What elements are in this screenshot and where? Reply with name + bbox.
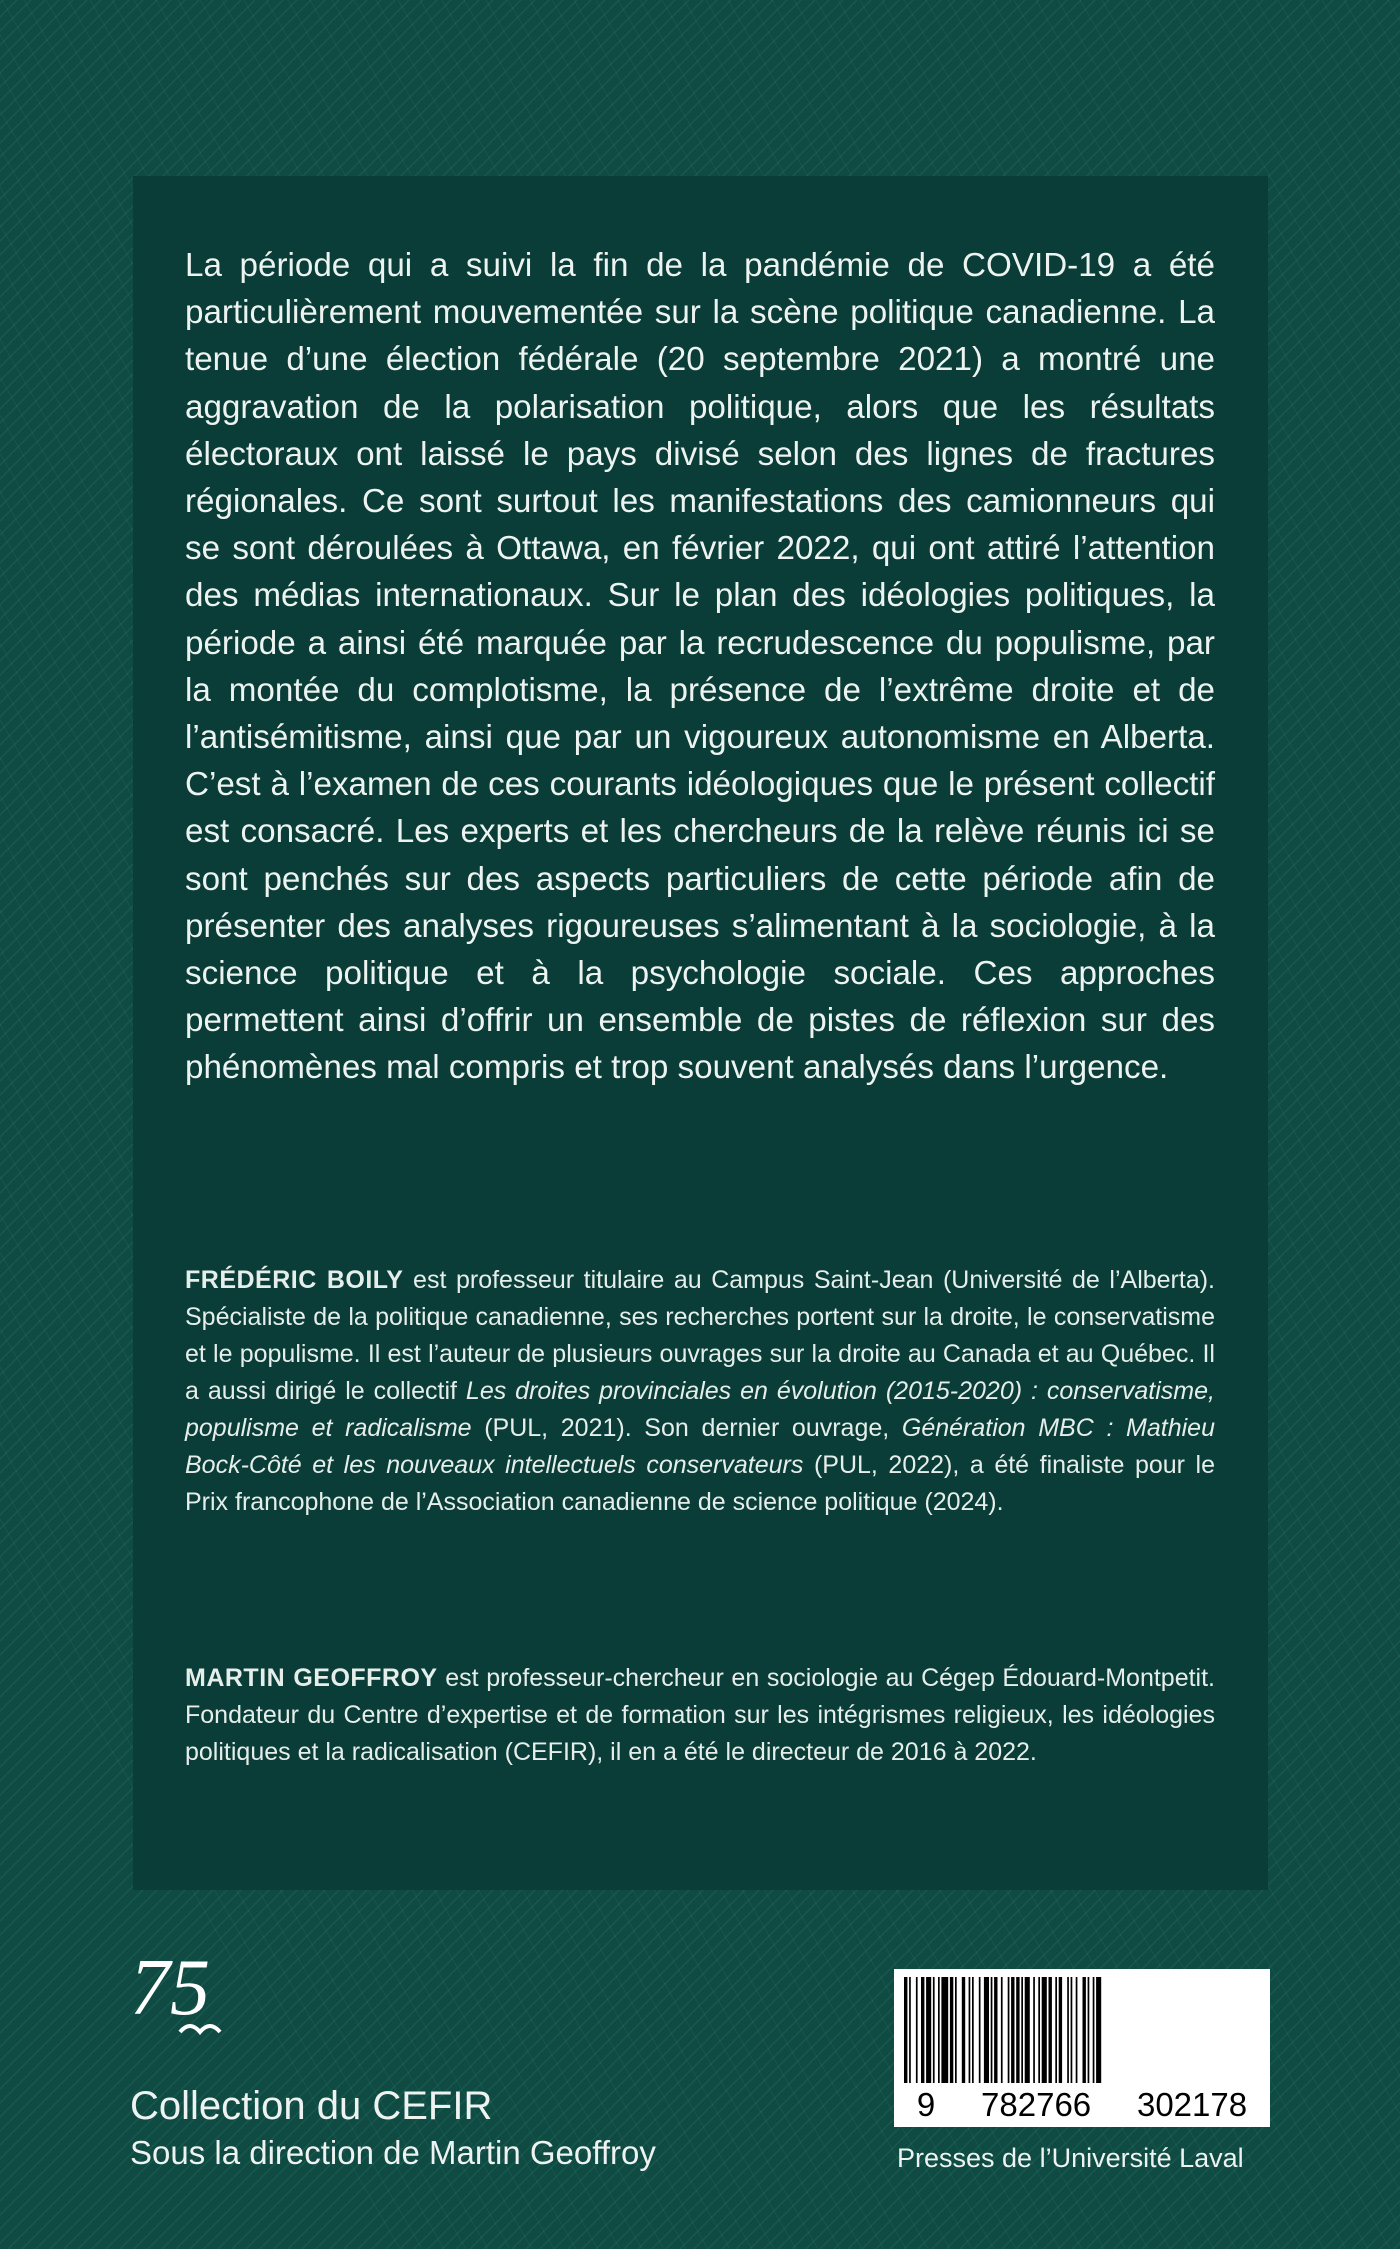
author-name: MARTIN GEOFFROY <box>185 1664 438 1692</box>
isbn-barcode <box>894 1969 1270 2083</box>
isbn-digit-group: 782766 <box>981 2086 1092 2123</box>
collection-director: Sous la direction de Martin Geoffroy <box>130 2134 656 2171</box>
publisher-name: Presses de l’Université Laval <box>897 2143 1244 2173</box>
bio-text: est professeur titulaire au Campus Saint-Jean (Université de l’Alberta). Spécialiste de la politique canadienne, ses recherches portent sur la droite, le conservatisme et le populisme. Il est l’auteur de plusieurs ouvrages sur la droite au Canada et au Québec. Il a aussi dirigé le collectif <box>185 1266 1216 1405</box>
isbn-digit-group: 302178 <box>1136 2086 1248 2123</box>
book-summary: La période qui a suivi la fin de la pandémie de COVID-19 a été particulièrement mouvementée sur la scène politique canadienne. La tenue d’une élection fédérale (20 septembre 2021) a montré une aggravation de la polarisation politique, alors que les résultats électoraux ont laissé le pays divisé selon des lignes de fractures régionales. Ce sont surtout les manifestations des camionneurs qui se sont déroulées à Ottawa, en février 2022, qui ont attiré l’attention des médias internationaux. Sur le plan des idéologies politiques, la période a ainsi été marquée par la recrudescence du populisme, par la montée du complotisme, la présence de l’extrême droite et de l’antisémitisme, ainsi que par un vigoureux autonomisme en Alberta. C’est à l’examen de ces courants idéologiques que le présent collectif est consacré. Les experts et les chercheurs de la relève réunis ici se sont penchés sur des aspects particuliers de cette période afin de présenter des analyses rigoureuses s’alimentant à la sociologie, à la science politique et à la psychologie sociale. Ces approches permettent ainsi d’offrir un ensemble de pistes de réflexion sur des phénomènes mal compris et trop souvent analysés dans l’urgence. <box>185 247 1215 1087</box>
logo-numeral: 75 <box>130 1948 210 2032</box>
isbn-digit-group: 9 <box>916 2086 936 2123</box>
collection-title: Collection du CEFIR <box>130 2084 493 2128</box>
bio-text: (PUL, 2022), a été finaliste pour le Prix francophone de l’Association canadienne de science politique (2024). <box>185 1451 1216 1516</box>
book-title: Génération MBC : Mathieu Bock-Côté et les nouveaux intellectuels conservateurs <box>185 1414 1215 1479</box>
bio-text: est professeur-chercheur en sociologie au Cégep Édouard-Montpetit. Fondateur du Centre d’expertise et de formation sur les intégrismes religieux, les idéologies politiques et la radicalisation (CEFIR), il en a été le directeur de 2016 à 2022. <box>185 1664 1215 1766</box>
bio-text: (PUL, 2021). Son dernier ouvrage, <box>471 1414 902 1442</box>
author-name: FRÉDÉRIC BOILY <box>185 1266 404 1294</box>
book-title: Les droites provinciales en évolution (2015-2020) : conservatisme, populisme et radicalisme <box>185 1377 1215 1442</box>
anniversary-75-logo <box>128 1948 243 2040</box>
author-bio-boily <box>185 1262 1215 1521</box>
isbn-digits <box>894 2083 1270 2127</box>
author-bio-geoffroy <box>185 1660 1215 1771</box>
